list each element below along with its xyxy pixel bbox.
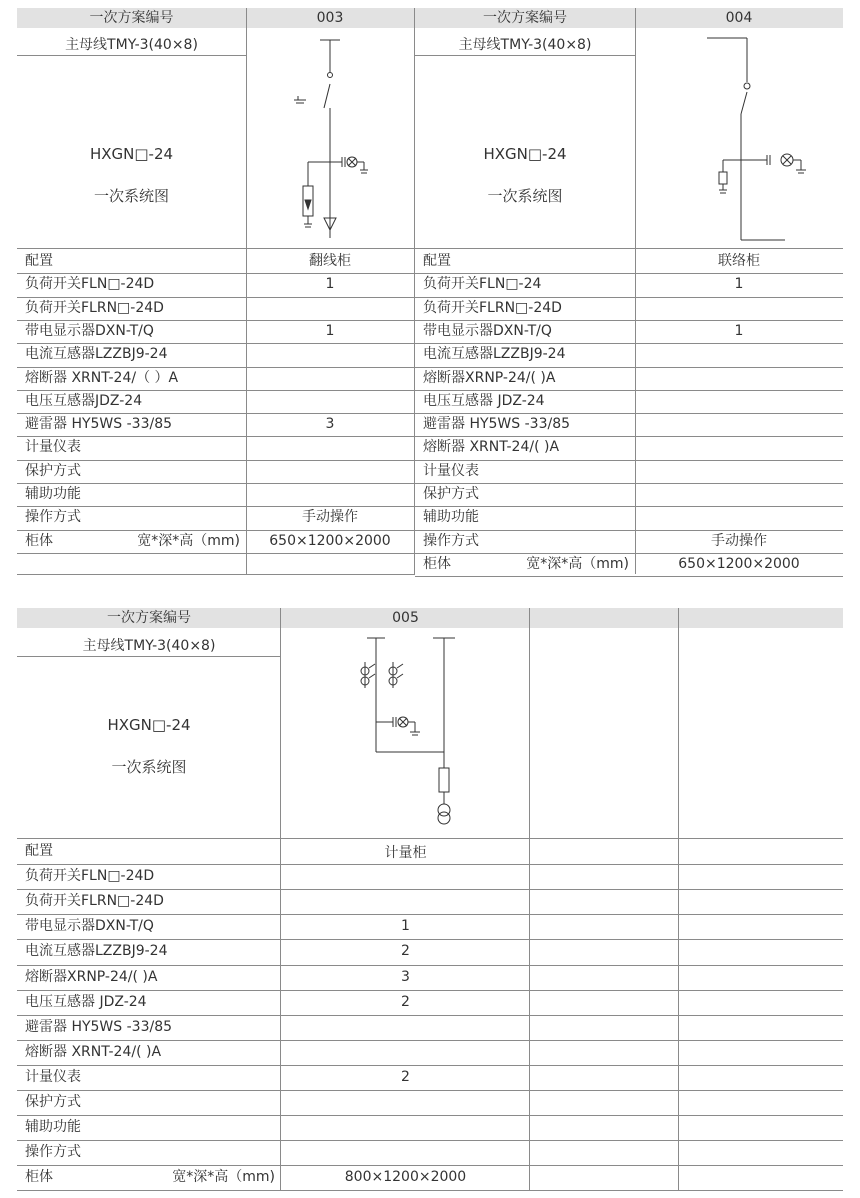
config-row-value <box>281 889 530 914</box>
config-row-label <box>17 250 246 273</box>
config-row-value: 2 <box>401 993 410 1010</box>
config-row-label <box>17 367 246 390</box>
row-label-text: 熔断器 XRNT-24/( )A <box>423 439 560 456</box>
row-label-text: 带电显示器DXN-T/Q <box>25 322 154 339</box>
config-row-value: 800×1200×2000 <box>344 1169 467 1186</box>
config-row-label <box>415 320 635 343</box>
row-label-text: 配置 <box>25 843 53 859</box>
row-label-text: 柜体 <box>25 532 53 549</box>
config-row-label <box>17 436 246 459</box>
fuse-icon <box>439 768 449 792</box>
row-label-text: 熔断器 XRNT-24/（ ）A <box>25 369 179 386</box>
config-row-label <box>415 460 635 483</box>
cabinet-type-005: 计量柜 <box>384 845 427 861</box>
config-row-label <box>415 530 635 553</box>
scheme-header-label: 一次方案编号 <box>17 8 246 28</box>
row-label-text: 配置 <box>25 253 53 269</box>
row-label-text: 避雷器 HY5WS -33/85 <box>423 416 571 433</box>
row-label-text: 负荷开关FLN□-24D <box>25 868 155 885</box>
config-row-value: 手动操作 <box>711 532 767 549</box>
config-row-value <box>281 1140 530 1165</box>
config-row-label <box>17 1165 281 1190</box>
config-row-value: 3 <box>401 968 410 985</box>
row-label-text: 负荷开关FLN□-24 <box>423 276 542 293</box>
row-label-text: 电压互感器 JDZ-24 <box>25 993 147 1010</box>
scheme-number-003: 003 <box>246 8 414 28</box>
config-row-label <box>415 390 635 413</box>
diagram-004 <box>635 28 843 248</box>
row-label-text: 操作方式 <box>423 532 479 549</box>
config-row-label <box>17 1090 281 1115</box>
scheme-header-label-right: 一次方案编号 <box>415 8 635 28</box>
row-label-text: 柜体 <box>423 555 451 572</box>
config-row-value <box>246 460 414 483</box>
config-row-label <box>415 413 635 436</box>
row-label-text: 熔断器XRNP-24/( )A <box>423 369 556 386</box>
row-label-text: 柜体 <box>25 1169 53 1186</box>
load-switch-icon <box>324 84 330 108</box>
row-label-dimension-unit: 宽*深*高（mm) <box>137 532 240 549</box>
row-label-text: 保护方式 <box>423 486 479 502</box>
config-row-value <box>281 864 530 889</box>
config-row-value <box>246 367 414 390</box>
config-row-label <box>17 390 246 413</box>
row-label-text: 带电显示器DXN-T/Q <box>25 918 154 935</box>
config-row-value <box>246 343 414 366</box>
config-row-label <box>17 889 281 914</box>
config-row-label <box>415 506 635 529</box>
config-row-label <box>17 483 246 506</box>
row-label-text: 电流互感器LZZBJ9-24 <box>423 346 566 363</box>
config-row-value: 1 <box>734 322 744 339</box>
diagram-caption-right: 一次系统图 <box>487 187 563 205</box>
config-row-value: 650×1200×2000 <box>269 532 391 549</box>
config-row-value <box>635 483 843 506</box>
config-row-label <box>17 1015 281 1040</box>
config-row-label <box>17 1115 281 1140</box>
config-row-label <box>415 483 635 506</box>
busbar-label-bottom: 主母线TMY-3(40×8) <box>82 638 216 654</box>
config-row-value: 手动操作 <box>302 509 358 526</box>
row-label-text: 电压互感器JDZ-24 <box>25 392 143 409</box>
config-row-label <box>17 939 281 964</box>
config-row-value: 2 <box>401 1068 410 1085</box>
config-row-value: 650×1200×2000 <box>678 555 800 572</box>
row-label-text: 避雷器 HY5WS -33/85 <box>25 416 173 433</box>
config-row-label <box>415 343 635 366</box>
current-transformer-icon <box>361 662 403 688</box>
config-row-label <box>17 506 246 529</box>
config-row-value: 2 <box>401 943 410 960</box>
diagram-caption-bottom: 一次系统图 <box>111 758 187 776</box>
config-row-value: 1 <box>325 276 335 293</box>
config-row-value <box>635 460 843 483</box>
config-row-label <box>17 839 281 864</box>
config-row-label <box>17 864 281 889</box>
row-label-text: 计量仪表 <box>423 462 479 479</box>
config-row-label <box>17 1065 281 1090</box>
diagram-003 <box>246 28 414 248</box>
model-label: HXGN□-24 <box>89 145 174 163</box>
config-row-value <box>246 390 414 413</box>
config-row-value <box>281 1040 530 1065</box>
row-label-dimension-unit: 宽*深*高（mm) <box>172 1169 275 1186</box>
row-label-text: 熔断器 XRNT-24/( )A <box>25 1043 162 1060</box>
row-label-text: 电流互感器LZZBJ9-24 <box>25 346 168 363</box>
scheme-number-005: 005 <box>281 608 530 628</box>
config-row-label <box>17 460 246 483</box>
config-row-label <box>17 990 281 1015</box>
row-label-text: 辅助功能 <box>25 1119 81 1136</box>
config-row-label <box>17 1040 281 1065</box>
row-label-text: 负荷开关FLRN□-24D <box>25 893 164 910</box>
config-row-value <box>281 1015 530 1040</box>
config-row-value <box>246 297 414 320</box>
scheme-empty-col-1 <box>530 608 678 628</box>
config-row-label <box>17 273 246 296</box>
config-row-value <box>635 297 843 320</box>
config-row-label <box>17 297 246 320</box>
config-row-label <box>17 343 246 366</box>
config-row-label <box>17 320 246 343</box>
config-row-label <box>415 250 635 273</box>
config-row-label <box>415 367 635 390</box>
config-row-value <box>635 506 843 529</box>
config-row-label <box>17 914 281 939</box>
config-row-value: 1 <box>325 322 335 339</box>
load-switch-icon <box>741 92 747 114</box>
config-row-value: 3 <box>325 416 335 433</box>
config-row-value <box>635 413 843 436</box>
row-label-text: 保护方式 <box>25 462 81 479</box>
config-row-value <box>635 343 843 366</box>
config-row-label <box>17 1140 281 1165</box>
config-row-value <box>635 367 843 390</box>
model-label-right: HXGN□-24 <box>483 145 567 163</box>
row-label-text: 辅助功能 <box>423 509 479 526</box>
cabinet-type-003: 翻线柜 <box>309 253 351 269</box>
config-row-label <box>17 530 246 553</box>
row-label-text: 辅助功能 <box>25 486 81 502</box>
row-label-text: 计量仪表 <box>25 439 81 456</box>
row-label-text: 操作方式 <box>25 1144 81 1161</box>
row-label-text: 负荷开关FLRN□-24D <box>25 299 164 316</box>
row-label-text: 熔断器XRNP-24/( )A <box>25 968 158 985</box>
row-label-text: 计量仪表 <box>25 1068 81 1085</box>
cabinet-type-004: 联络柜 <box>718 253 760 269</box>
scheme-number-004: 004 <box>635 8 843 28</box>
row-label-text: 电流互感器LZZBJ9-24 <box>25 943 168 960</box>
row-label-text: 配置 <box>423 253 451 269</box>
row-label-dimension-unit: 宽*深*高（mm) <box>526 555 629 572</box>
config-row-label <box>17 413 246 436</box>
busbar-label: 主母线TMY-3(40×8) <box>65 37 198 53</box>
config-row-value: 1 <box>734 276 744 293</box>
row-label-text: 负荷开关FLRN□-24D <box>423 299 562 316</box>
config-row-value <box>281 1090 530 1115</box>
config-row-value <box>281 1115 530 1140</box>
row-label-text: 操作方式 <box>25 509 81 526</box>
diagram-caption: 一次系统图 <box>93 187 169 205</box>
config-row-label <box>415 273 635 296</box>
diagram-005 <box>281 628 530 838</box>
model-label-bottom: HXGN□-24 <box>107 716 191 734</box>
arrester-icon <box>719 172 727 184</box>
config-row-value: 1 <box>401 918 410 935</box>
busbar-label-right: 主母线TMY-3(40×8) <box>458 37 592 53</box>
row-label-text: 避雷器 HY5WS -33/85 <box>25 1018 173 1035</box>
config-row-label <box>415 297 635 320</box>
config-row-label <box>17 965 281 990</box>
row-label-text: 电压互感器 JDZ-24 <box>423 392 545 409</box>
config-row-value <box>246 483 414 506</box>
row-label-text: 保护方式 <box>25 1094 81 1110</box>
config-row-value <box>635 436 843 459</box>
config-row-label <box>415 553 635 576</box>
scheme-header-label-bottom: 一次方案编号 <box>17 608 281 628</box>
config-row-value <box>246 436 414 459</box>
row-label-text: 负荷开关FLN□-24D <box>25 276 155 293</box>
row-label-text: 带电显示器DXN-T/Q <box>423 322 552 339</box>
scheme-empty-col-2 <box>679 608 843 628</box>
config-row-label <box>415 436 635 459</box>
config-row-value <box>635 390 843 413</box>
